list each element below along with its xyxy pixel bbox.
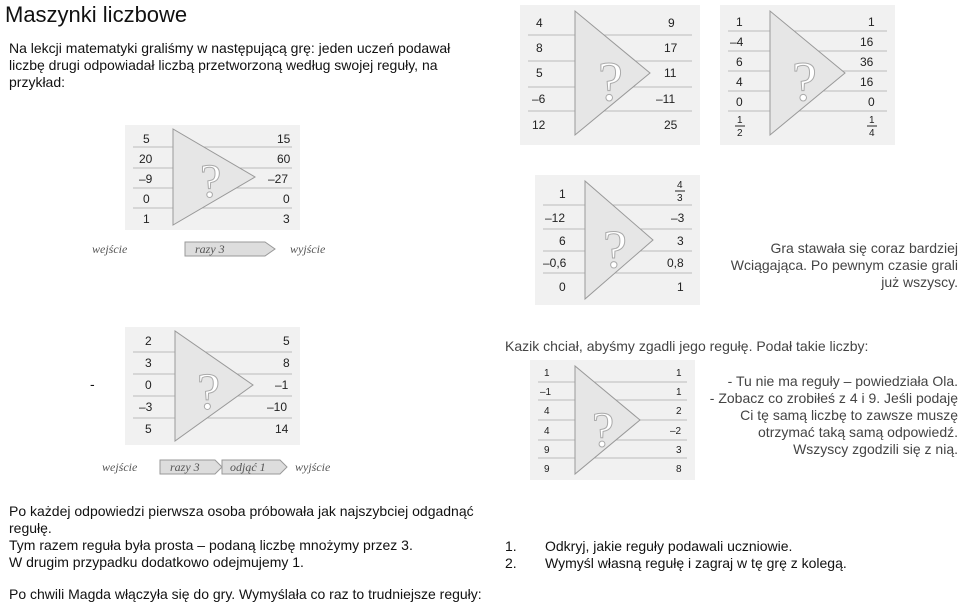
m6-right-4: 3 bbox=[676, 445, 682, 456]
m3-left-6: 2 bbox=[737, 128, 743, 139]
m3-left-4: 0 bbox=[736, 95, 743, 109]
m3-right-3: 16 bbox=[860, 75, 874, 89]
m4-left-1: –12 bbox=[545, 211, 566, 225]
task-list bbox=[505, 538, 955, 572]
story3-line-2: - Zobacz co zrobiłeś z 4 i 9. Jeśli podaję bbox=[709, 390, 958, 406]
m3-left-3: 4 bbox=[736, 75, 743, 89]
bottom-line-1: Po każdej odpowiedzi pierwsza osoba próbowała jak najszybciej odgadnąć regułę. bbox=[9, 503, 474, 536]
machine-2-svg bbox=[520, 5, 700, 145]
m6-right-3: –2 bbox=[670, 426, 682, 437]
m5-left-4: 5 bbox=[145, 422, 152, 436]
m2-left-3: –6 bbox=[532, 92, 546, 106]
m3-right-5: 1 bbox=[869, 115, 875, 126]
m4-left-2: 6 bbox=[559, 234, 566, 248]
story3-line-3: Ci tę samą liczbę to zawsze muszę bbox=[740, 407, 958, 423]
flow2-op1: razy 3 bbox=[170, 460, 200, 474]
m3-right-4: 0 bbox=[868, 95, 875, 109]
last-line: Po chwili Magda włączyła się do gry. Wymyślała co raz to trudniejsze reguły: bbox=[9, 586, 482, 602]
flow1-output: wyjście bbox=[290, 242, 326, 256]
m6-left-3: 4 bbox=[544, 426, 550, 437]
task-item-2 bbox=[505, 555, 955, 572]
m6-right-1: 1 bbox=[676, 387, 682, 398]
flow-diagram-2 bbox=[100, 455, 350, 479]
machine-1-svg bbox=[125, 125, 300, 230]
m4-right-5: 1 bbox=[677, 280, 684, 294]
m3-right-2: 36 bbox=[860, 55, 874, 69]
story1-line-1: Gra stawała się coraz bardziej bbox=[770, 240, 958, 256]
question-mark-icon: ? bbox=[592, 401, 615, 457]
task-number: 1. bbox=[505, 538, 517, 554]
m3-right-6: 4 bbox=[869, 128, 875, 139]
page-title: Maszynki liczbowe bbox=[5, 2, 188, 27]
m6-right-2: 2 bbox=[676, 406, 682, 417]
m3-left-1: –4 bbox=[730, 35, 744, 49]
m5-right-2: –1 bbox=[275, 378, 289, 392]
task-text: Odkryj, jakie reguły podawali uczniowie. bbox=[545, 538, 793, 554]
number-machine-4 bbox=[535, 175, 700, 305]
story3-line-1: - Tu nie ma reguły – powiedziała Ola. bbox=[727, 373, 958, 389]
story-paragraph-1 bbox=[700, 240, 958, 291]
m1-left-3: 0 bbox=[143, 192, 150, 206]
story3-line-4: otrzymać taką samą odpowiedź. bbox=[758, 424, 958, 440]
task-text: Wymyśl własną regułę i zagraj w tę grę z kolegą. bbox=[545, 555, 847, 571]
m1-right-4: 3 bbox=[283, 212, 290, 226]
m1-right-0: 15 bbox=[277, 132, 291, 146]
m5-left-3: –3 bbox=[139, 400, 153, 414]
task-number: 2. bbox=[505, 555, 517, 571]
bottom-line-2: Tym razem reguła była prosta – podaną liczbę mnożymy przez 3. bbox=[9, 537, 413, 553]
bottom-line-3: W drugim przypadku dodatkowo odejmujemy 1. bbox=[9, 554, 304, 570]
story-paragraph-2: Kazik chciał, abyśmy zgadli jego regułę. Podał takie liczby: bbox=[505, 338, 869, 354]
m4-left-3: –0,6 bbox=[543, 256, 567, 270]
story-paragraph-3 bbox=[700, 373, 958, 458]
story1-line-2: Wciągająca. Po pewnym czasie grali bbox=[730, 257, 958, 273]
flow1-op: razy 3 bbox=[195, 242, 225, 256]
m2-right-2: 11 bbox=[664, 66, 677, 80]
m6-left-0: 1 bbox=[544, 368, 550, 379]
m6-left-4: 9 bbox=[544, 445, 550, 456]
question-mark-icon: ? bbox=[200, 155, 222, 208]
m3-left-0: 1 bbox=[736, 15, 743, 29]
question-mark-icon: ? bbox=[792, 51, 817, 113]
m2-right-3: –11 bbox=[656, 92, 676, 106]
number-machine-2 bbox=[520, 5, 700, 145]
m4-left-4: 0 bbox=[559, 280, 566, 294]
m2-right-1: 17 bbox=[664, 41, 678, 55]
machine-6-svg bbox=[530, 360, 695, 480]
story1-line-3: już wszyscy. bbox=[881, 274, 958, 290]
m4-right-0: 4 bbox=[677, 180, 683, 191]
m6-right-5: 8 bbox=[676, 464, 682, 475]
story3-line-5: Wszyscy zgodzili się z nią. bbox=[793, 441, 958, 457]
m2-right-0: 9 bbox=[668, 16, 675, 30]
flow2-input: wejście bbox=[102, 460, 138, 474]
m3-right-1: 16 bbox=[860, 35, 874, 49]
m2-left-2: 5 bbox=[536, 66, 543, 80]
m5-right-0: 5 bbox=[283, 334, 290, 348]
bottom-paragraph bbox=[9, 503, 479, 571]
m6-left-2: 4 bbox=[544, 406, 550, 417]
m3-left-5: 1 bbox=[737, 115, 743, 126]
m2-right-4: 25 bbox=[664, 118, 678, 132]
m1-left-4: 1 bbox=[143, 212, 150, 226]
machine-4-svg bbox=[535, 175, 700, 305]
task-item-1 bbox=[505, 538, 955, 555]
question-mark-icon: ? bbox=[197, 364, 221, 421]
m6-left-1: –1 bbox=[540, 387, 552, 398]
m1-left-2: –9 bbox=[139, 172, 153, 186]
m5-right-3: –10 bbox=[267, 400, 288, 414]
number-machine-6 bbox=[530, 360, 695, 480]
m5-left-1: 3 bbox=[145, 356, 152, 370]
m2-left-4: 12 bbox=[532, 118, 546, 132]
flow-diagram-1 bbox=[90, 236, 350, 262]
machine-3-svg bbox=[720, 5, 895, 145]
m6-right-0: 1 bbox=[676, 368, 682, 379]
m2-left-1: 8 bbox=[536, 41, 543, 55]
m2-left-0: 4 bbox=[536, 16, 543, 30]
m1-left-1: 20 bbox=[139, 152, 153, 166]
intro-paragraph: Na lekcji matematyki graliśmy w następującą grę: jeden uczeń podawał liczbę drugi odpowiadał liczbą przetworzoną według swojej reguły, na przykład: bbox=[9, 40, 451, 90]
m4-left-0: 1 bbox=[559, 187, 566, 201]
m5-left-0: 2 bbox=[145, 334, 152, 348]
m1-right-3: 0 bbox=[283, 192, 290, 206]
flow1-input: wejście bbox=[92, 242, 128, 256]
m4-right-4: 0,8 bbox=[667, 256, 684, 270]
m5-right-1: 8 bbox=[283, 356, 290, 370]
question-mark-icon: ? bbox=[598, 51, 623, 113]
number-machine-5 bbox=[125, 327, 300, 445]
m4-right-3: 3 bbox=[677, 234, 684, 248]
m1-right-1: 60 bbox=[277, 152, 291, 166]
flow2-output: wyjście bbox=[295, 460, 331, 474]
m5-right-4: 14 bbox=[275, 422, 289, 436]
m4-right-2: –3 bbox=[671, 211, 685, 225]
m1-left-0: 5 bbox=[143, 132, 150, 146]
m1-right-2: –27 bbox=[268, 172, 289, 186]
m6-left-5: 9 bbox=[544, 464, 550, 475]
m3-right-0: 1 bbox=[868, 15, 875, 29]
m5-left-2: 0 bbox=[145, 378, 152, 392]
m3-left-2: 6 bbox=[736, 55, 743, 69]
number-machine-3 bbox=[720, 5, 895, 145]
flow2-op2: odjąć 1 bbox=[230, 460, 266, 474]
stray-dash: - bbox=[90, 376, 95, 392]
question-mark-icon: ? bbox=[603, 219, 627, 279]
machine-5-svg bbox=[125, 327, 300, 445]
number-machine-1 bbox=[125, 125, 300, 230]
m4-right-1: 3 bbox=[677, 193, 683, 204]
